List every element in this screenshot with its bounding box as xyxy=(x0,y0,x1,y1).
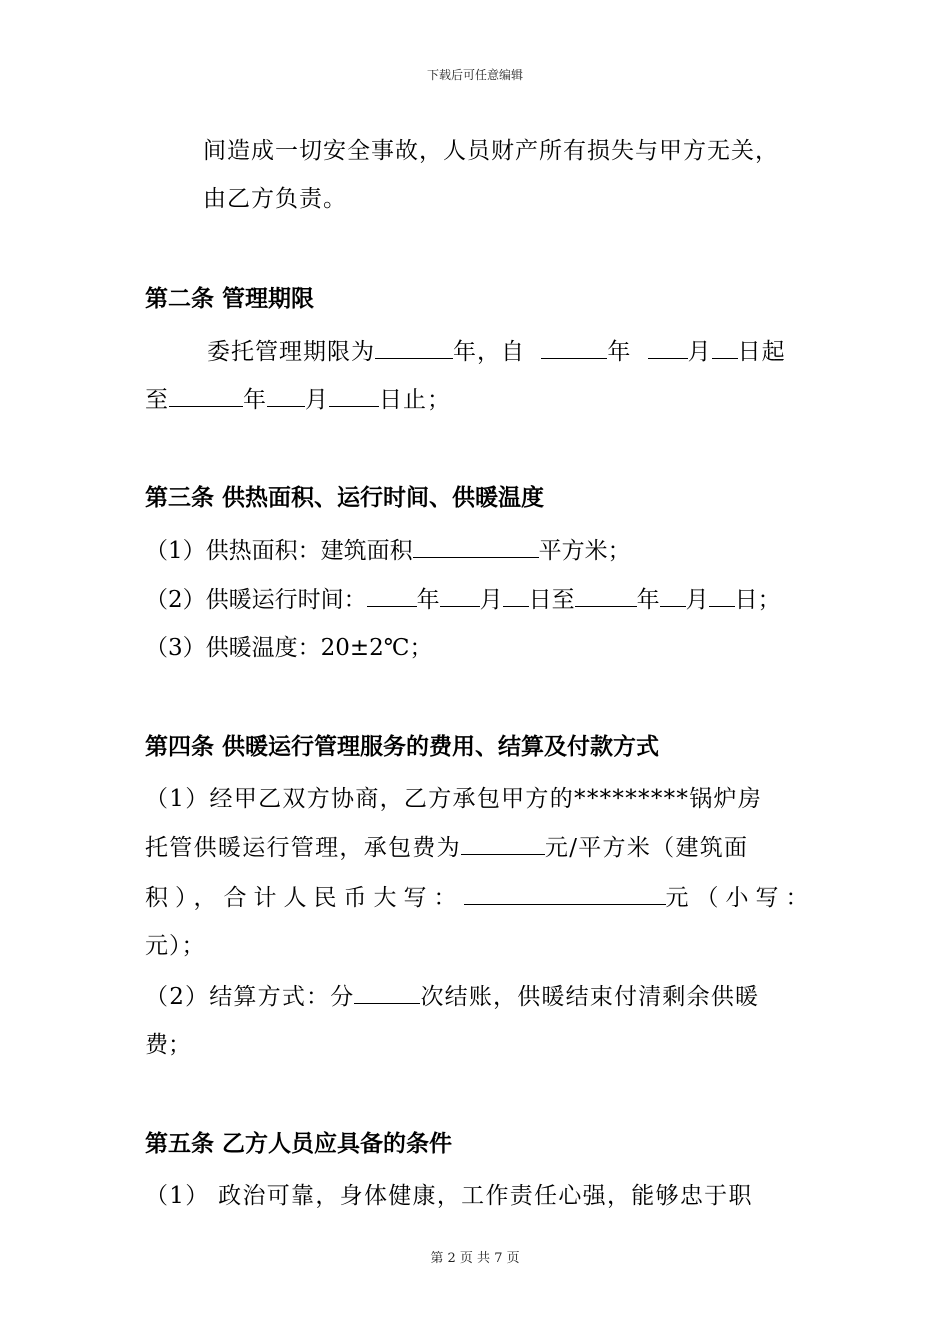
settlement-line-2: 费； xyxy=(145,1032,191,1058)
blank-field xyxy=(413,535,539,558)
article-4-title: 第四条 供暖运行管理服务的费用、结算及付款方式 xyxy=(145,734,660,760)
blank-field xyxy=(575,584,637,607)
blank-field xyxy=(648,336,688,359)
blank-field xyxy=(375,336,453,359)
fee-line-2: 托管供暖运行管理，承包费为 元/平方米（建筑面 xyxy=(145,832,825,863)
runtime-line: （2）供暖运行时间： 年 月 日至 年 月 日； xyxy=(145,584,825,615)
term-line-2: 至 年 月 日止； xyxy=(145,384,825,415)
fee-line-1: （1）经甲乙双方协商，乙方承包甲方的*********锅炉房 xyxy=(145,786,763,812)
paragraph-line: 间造成一切安全事故，人员财产所有损失与甲方无关， xyxy=(203,138,779,164)
paragraph-line: 由乙方负责。 xyxy=(203,186,347,212)
area-line: （1）供热面积：建筑面积 平方米； xyxy=(145,535,825,566)
page-header: 下载后可任意编辑 xyxy=(426,68,523,82)
settlement-line-1: （2）结算方式：分 次结账，供暖结束付清剩余供暖 xyxy=(145,981,825,1012)
article-5-title: 第五条 乙方人员应具备的条件 xyxy=(145,1131,453,1157)
blank-field xyxy=(541,336,607,359)
temperature-line: （3）供暖温度：20±2℃； xyxy=(145,635,433,661)
blank-field xyxy=(440,584,480,607)
blank-field xyxy=(354,981,420,1004)
blank-field xyxy=(329,384,379,407)
blank-field xyxy=(709,584,735,607)
page-footer: 第 2 页 共 7 页 xyxy=(430,1251,520,1266)
fee-line-3: 积），合计人民币大写： 元（小写： xyxy=(145,882,825,913)
blank-field xyxy=(461,832,545,855)
article-2-title: 第二条 管理期限 xyxy=(145,286,315,312)
blank-field xyxy=(267,384,305,407)
blank-field xyxy=(169,384,243,407)
blank-field xyxy=(503,584,529,607)
blank-field xyxy=(464,882,666,905)
blank-field xyxy=(712,336,738,359)
term-line-1: 委托管理期限为 年，自 年 月 日起 xyxy=(207,336,887,367)
fee-line-4: 元）； xyxy=(145,933,206,959)
condition-line-1: （1） 政治可靠，身体健康，工作责任心强，能够忠于职 xyxy=(145,1183,753,1209)
blank-field xyxy=(367,584,417,607)
blank-field xyxy=(660,584,686,607)
article-3-title: 第三条 供热面积、运行时间、供暖温度 xyxy=(145,485,545,511)
